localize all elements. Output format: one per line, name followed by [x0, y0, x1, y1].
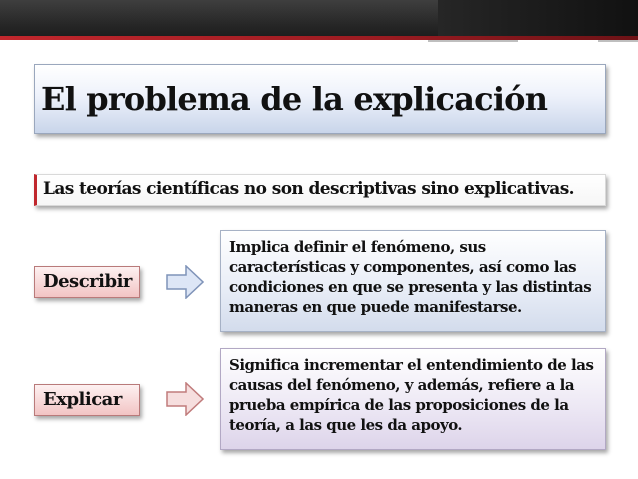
- describir-label-box: [34, 266, 140, 298]
- explicar-description: Significa incrementar el entendimiento de las causas del fenómeno, y además, refiere a la prueba empírica de las proposiciones de la teoría, a las que les da apoyo.: [229, 356, 594, 434]
- describir-description: Implica definir el fenómeno, sus características y componentes, así como las condiciones en que se presenta y las distintas maneras en que puede manifestarse.: [229, 238, 592, 316]
- slide-title: El problema de la explicación: [41, 80, 548, 118]
- title-box: [34, 64, 606, 134]
- top-banner-dark-strip: [438, 0, 638, 36]
- top-banner: [0, 0, 638, 36]
- red-accent-line: [0, 36, 638, 40]
- explicar-label: Explicar: [43, 389, 122, 410]
- describir-description-box: [220, 230, 606, 332]
- right-arrow-icon: [166, 265, 204, 299]
- subtitle-box: [34, 174, 606, 206]
- accent-dash: [598, 40, 638, 42]
- explicar-label-box: [34, 384, 140, 416]
- slide-subtitle: Las teorías científicas no son descriptivas sino explicativas.: [43, 179, 574, 199]
- explicar-description-box: [220, 348, 606, 450]
- accent-dash: [428, 40, 518, 42]
- right-arrow-icon: [166, 382, 204, 416]
- describir-label: Describir: [43, 271, 132, 292]
